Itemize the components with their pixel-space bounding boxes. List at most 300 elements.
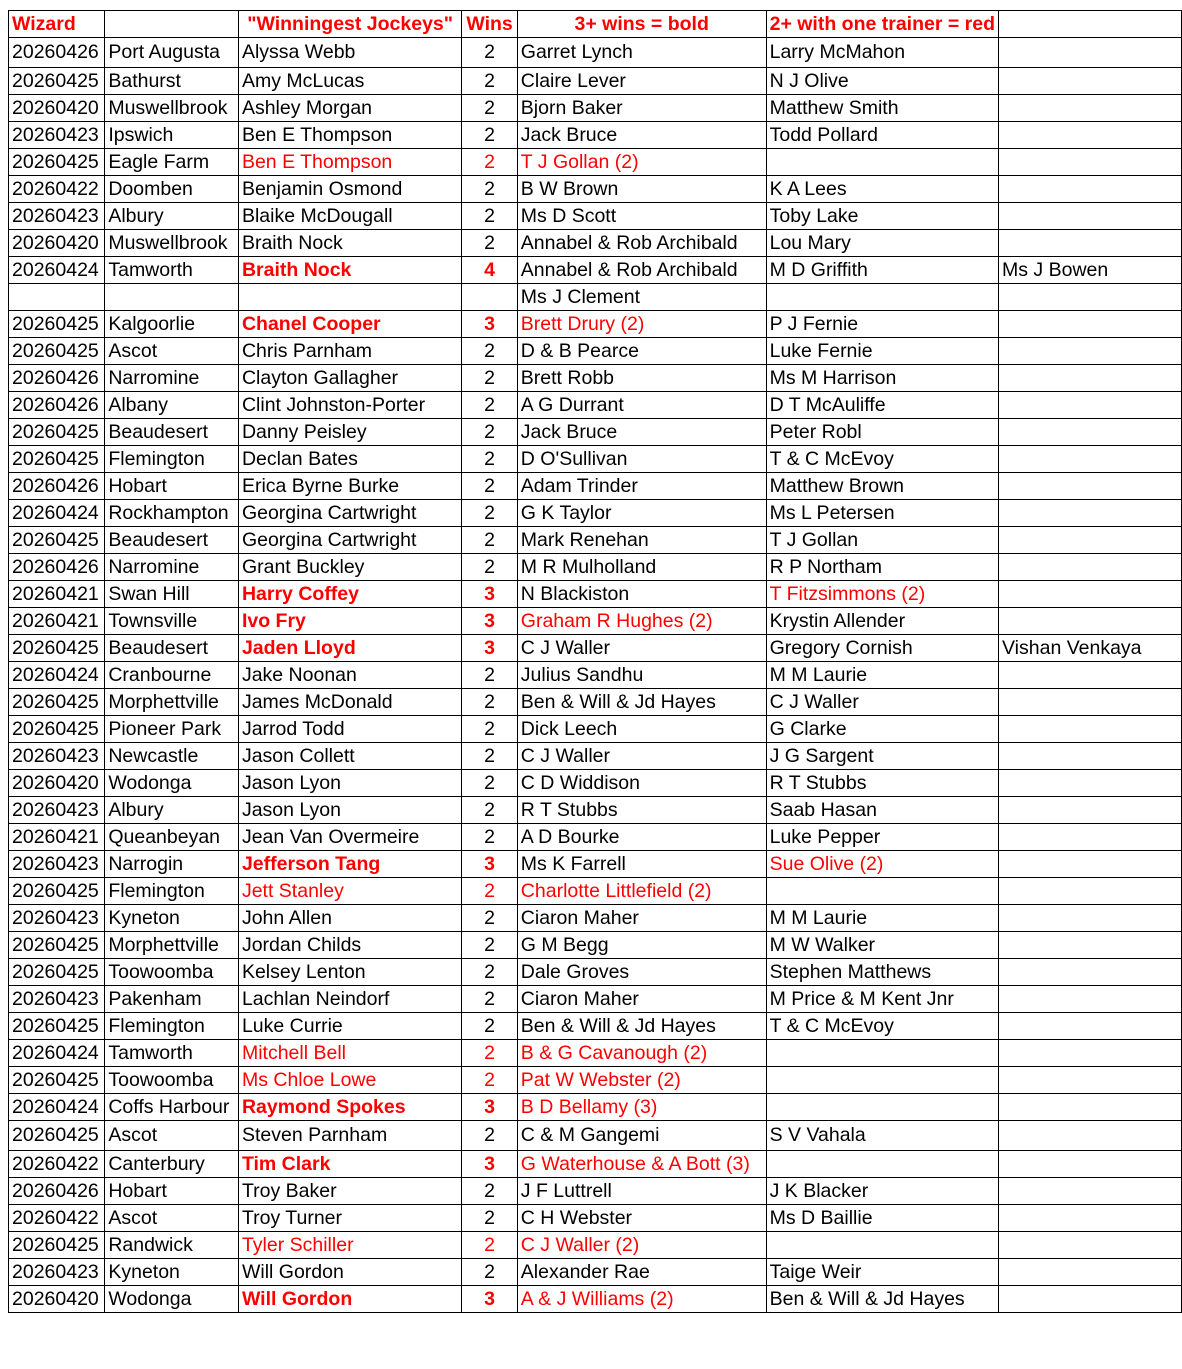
trainer-3-cell[interactable] [999, 446, 1182, 473]
track-cell[interactable]: Beaudesert [105, 419, 239, 446]
track-cell[interactable]: Rockhampton [105, 500, 239, 527]
jockey-cell[interactable]: Georgina Cartwright [238, 527, 461, 554]
wins-cell[interactable]: 2 [462, 1067, 517, 1094]
trainer-2-cell[interactable]: Luke Pepper [766, 824, 998, 851]
trainer-1-cell[interactable]: Annabel & Rob Archibald [517, 230, 766, 257]
date-cell[interactable]: 20260423 [9, 797, 105, 824]
jockey-cell[interactable]: Braith Nock [238, 230, 461, 257]
track-cell[interactable]: Ipswich [105, 122, 239, 149]
track-cell[interactable]: Cranbourne [105, 662, 239, 689]
trainer-2-cell[interactable]: Luke Fernie [766, 338, 998, 365]
trainer-1-cell[interactable]: G Waterhouse & A Bott (3) [517, 1151, 766, 1178]
wins-cell[interactable]: 3 [462, 311, 517, 338]
wins-cell[interactable]: 2 [462, 1205, 517, 1232]
trainer-2-cell[interactable]: Ms D Baillie [766, 1205, 998, 1232]
wins-cell[interactable]: 3 [462, 851, 517, 878]
track-cell[interactable]: Ascot [105, 1205, 239, 1232]
date-cell[interactable]: 20260425 [9, 338, 105, 365]
trainer-3-cell[interactable] [999, 1151, 1182, 1178]
trainer-2-cell[interactable]: Lou Mary [766, 230, 998, 257]
date-cell[interactable]: 20260425 [9, 1013, 105, 1040]
trainer-2-cell[interactable] [766, 1067, 998, 1094]
date-cell[interactable]: 20260422 [9, 1151, 105, 1178]
jockey-cell[interactable]: Jordan Childs [238, 932, 461, 959]
trainer-1-cell[interactable]: C D Widdison [517, 770, 766, 797]
wins-cell[interactable]: 2 [462, 149, 517, 176]
date-cell[interactable]: 20260425 [9, 149, 105, 176]
jockey-cell[interactable]: Raymond Spokes [238, 1094, 461, 1121]
wins-cell[interactable]: 2 [462, 230, 517, 257]
track-cell[interactable]: Tamworth [105, 257, 239, 284]
jockey-cell[interactable]: Jason Collett [238, 743, 461, 770]
jockey-cell[interactable]: Jaden Lloyd [238, 635, 461, 662]
trainer-3-cell[interactable] [999, 959, 1182, 986]
wins-cell[interactable]: 2 [462, 662, 517, 689]
track-cell[interactable]: Albury [105, 797, 239, 824]
trainer-1-cell[interactable]: J F Luttrell [517, 1178, 766, 1205]
wins-cell[interactable]: 2 [462, 38, 517, 68]
trainer-3-cell[interactable] [999, 608, 1182, 635]
trainer-3-cell[interactable] [999, 797, 1182, 824]
trainer-1-cell[interactable]: B D Bellamy (3) [517, 1094, 766, 1121]
wins-cell[interactable]: 2 [462, 95, 517, 122]
trainer-1-cell[interactable]: Charlotte Littlefield (2) [517, 878, 766, 905]
trainer-1-cell[interactable]: G M Begg [517, 932, 766, 959]
trainer-1-cell[interactable]: A G Durrant [517, 392, 766, 419]
trainer-2-cell[interactable]: M M Laurie [766, 905, 998, 932]
wins-cell[interactable] [462, 284, 517, 311]
trainer-2-cell[interactable]: S V Vahala [766, 1121, 998, 1151]
trainer-3-cell[interactable]: Vishan Venkaya [999, 635, 1182, 662]
track-cell[interactable]: Morphettville [105, 689, 239, 716]
trainer-1-cell[interactable]: A & J Williams (2) [517, 1286, 766, 1313]
trainer-2-cell[interactable]: T & C McEvoy [766, 446, 998, 473]
trainer-3-cell[interactable] [999, 1286, 1182, 1313]
date-cell[interactable]: 20260424 [9, 257, 105, 284]
trainer-2-cell[interactable]: Sue Olive (2) [766, 851, 998, 878]
track-cell[interactable]: Port Augusta [105, 38, 239, 68]
trainer-3-cell[interactable] [999, 743, 1182, 770]
jockey-cell[interactable]: Troy Turner [238, 1205, 461, 1232]
track-cell[interactable]: Ascot [105, 338, 239, 365]
track-cell[interactable]: Muswellbrook [105, 230, 239, 257]
wins-cell[interactable]: 2 [462, 824, 517, 851]
trainer-2-cell[interactable]: Matthew Smith [766, 95, 998, 122]
date-cell[interactable]: 20260425 [9, 311, 105, 338]
trainer-1-cell[interactable]: Julius Sandhu [517, 662, 766, 689]
trainer-3-cell[interactable]: Ms J Bowen [999, 257, 1182, 284]
date-cell[interactable]: 20260426 [9, 365, 105, 392]
track-cell[interactable]: Flemington [105, 446, 239, 473]
trainer-2-cell[interactable]: N J Olive [766, 68, 998, 95]
track-cell[interactable]: Narromine [105, 554, 239, 581]
trainer-2-cell[interactable]: Larry McMahon [766, 38, 998, 68]
date-cell[interactable]: 20260420 [9, 230, 105, 257]
trainer-1-cell[interactable]: Dick Leech [517, 716, 766, 743]
jockey-cell[interactable]: Tyler Schiller [238, 1232, 461, 1259]
trainer-3-cell[interactable] [999, 905, 1182, 932]
track-cell[interactable]: Hobart [105, 1178, 239, 1205]
header-red-rule[interactable]: 2+ with one trainer = red [766, 11, 998, 38]
date-cell[interactable] [9, 284, 105, 311]
jockey-cell[interactable]: Clayton Gallagher [238, 365, 461, 392]
wins-cell[interactable]: 2 [462, 986, 517, 1013]
wins-cell[interactable]: 2 [462, 1013, 517, 1040]
jockey-cell[interactable]: Georgina Cartwright [238, 500, 461, 527]
track-cell[interactable]: Narrogin [105, 851, 239, 878]
date-cell[interactable]: 20260423 [9, 122, 105, 149]
trainer-2-cell[interactable]: Ms L Petersen [766, 500, 998, 527]
track-cell[interactable]: Eagle Farm [105, 149, 239, 176]
trainer-3-cell[interactable] [999, 1232, 1182, 1259]
wins-cell[interactable]: 2 [462, 878, 517, 905]
trainer-1-cell[interactable]: Garret Lynch [517, 38, 766, 68]
track-cell[interactable]: Wodonga [105, 1286, 239, 1313]
trainer-1-cell[interactable]: Ben & Will & Jd Hayes [517, 1013, 766, 1040]
track-cell[interactable]: Coffs Harbour [105, 1094, 239, 1121]
date-cell[interactable]: 20260425 [9, 419, 105, 446]
jockey-cell[interactable]: John Allen [238, 905, 461, 932]
wins-cell[interactable]: 2 [462, 1232, 517, 1259]
trainer-1-cell[interactable]: Mark Renehan [517, 527, 766, 554]
track-cell[interactable]: Bathurst [105, 68, 239, 95]
trainer-1-cell[interactable]: Pat W Webster (2) [517, 1067, 766, 1094]
track-cell[interactable]: Randwick [105, 1232, 239, 1259]
trainer-1-cell[interactable]: Ciaron Maher [517, 905, 766, 932]
jockey-cell[interactable]: Troy Baker [238, 1178, 461, 1205]
trainer-2-cell[interactable]: M M Laurie [766, 662, 998, 689]
trainer-1-cell[interactable]: Claire Lever [517, 68, 766, 95]
track-cell[interactable]: Ascot [105, 1121, 239, 1151]
trainer-3-cell[interactable] [999, 527, 1182, 554]
trainer-3-cell[interactable] [999, 392, 1182, 419]
jockey-cell[interactable]: Harry Coffey [238, 581, 461, 608]
track-cell[interactable]: Flemington [105, 1013, 239, 1040]
trainer-3-cell[interactable] [999, 176, 1182, 203]
track-cell[interactable]: Narromine [105, 365, 239, 392]
jockey-cell[interactable]: Jefferson Tang [238, 851, 461, 878]
trainer-3-cell[interactable] [999, 473, 1182, 500]
track-cell[interactable]: Townsville [105, 608, 239, 635]
trainer-2-cell[interactable] [766, 878, 998, 905]
trainer-2-cell[interactable]: Todd Pollard [766, 122, 998, 149]
wins-cell[interactable]: 3 [462, 635, 517, 662]
track-cell[interactable]: Toowoomba [105, 959, 239, 986]
trainer-2-cell[interactable]: M Price & M Kent Jnr [766, 986, 998, 1013]
trainer-3-cell[interactable] [999, 230, 1182, 257]
jockey-cell[interactable]: Clint Johnston-Porter [238, 392, 461, 419]
trainer-3-cell[interactable] [999, 419, 1182, 446]
wins-cell[interactable]: 2 [462, 932, 517, 959]
trainer-2-cell[interactable] [766, 149, 998, 176]
trainer-2-cell[interactable] [766, 1232, 998, 1259]
trainer-2-cell[interactable]: R P Northam [766, 554, 998, 581]
date-cell[interactable]: 20260421 [9, 824, 105, 851]
trainer-3-cell[interactable] [999, 581, 1182, 608]
trainer-3-cell[interactable] [999, 932, 1182, 959]
wins-cell[interactable]: 3 [462, 1151, 517, 1178]
jockey-cell[interactable]: Jett Stanley [238, 878, 461, 905]
jockey-cell[interactable]: Ms Chloe Lowe [238, 1067, 461, 1094]
jockey-cell[interactable]: Tim Clark [238, 1151, 461, 1178]
trainer-3-cell[interactable] [999, 68, 1182, 95]
trainer-2-cell[interactable]: T & C McEvoy [766, 1013, 998, 1040]
trainer-2-cell[interactable]: Ms M Harrison [766, 365, 998, 392]
date-cell[interactable]: 20260421 [9, 581, 105, 608]
wins-cell[interactable]: 3 [462, 581, 517, 608]
trainer-3-cell[interactable] [999, 203, 1182, 230]
trainer-1-cell[interactable]: Alexander Rae [517, 1259, 766, 1286]
wins-cell[interactable]: 2 [462, 905, 517, 932]
trainer-1-cell[interactable]: Adam Trinder [517, 473, 766, 500]
wins-cell[interactable]: 2 [462, 1178, 517, 1205]
track-cell[interactable]: Swan Hill [105, 581, 239, 608]
date-cell[interactable]: 20260425 [9, 68, 105, 95]
trainer-1-cell[interactable]: C J Waller [517, 743, 766, 770]
trainer-3-cell[interactable] [999, 95, 1182, 122]
trainer-3-cell[interactable] [999, 824, 1182, 851]
trainer-3-cell[interactable] [999, 1205, 1182, 1232]
trainer-1-cell[interactable]: Bjorn Baker [517, 95, 766, 122]
jockey-cell[interactable]: Danny Peisley [238, 419, 461, 446]
wins-cell[interactable]: 2 [462, 1121, 517, 1151]
wins-cell[interactable]: 2 [462, 959, 517, 986]
wins-cell[interactable]: 2 [462, 203, 517, 230]
trainer-1-cell[interactable]: N Blackiston [517, 581, 766, 608]
trainer-1-cell[interactable]: Annabel & Rob Archibald [517, 257, 766, 284]
track-cell[interactable]: Beaudesert [105, 527, 239, 554]
wins-cell[interactable]: 2 [462, 176, 517, 203]
jockey-cell[interactable]: Chris Parnham [238, 338, 461, 365]
jockey-cell[interactable]: Jean Van Overmeire [238, 824, 461, 851]
jockey-cell[interactable]: Will Gordon [238, 1286, 461, 1313]
jockey-cell[interactable]: Chanel Cooper [238, 311, 461, 338]
trainer-3-cell[interactable] [999, 878, 1182, 905]
track-cell[interactable]: Kyneton [105, 1259, 239, 1286]
track-cell[interactable]: Morphettville [105, 932, 239, 959]
date-cell[interactable]: 20260425 [9, 635, 105, 662]
date-cell[interactable]: 20260426 [9, 554, 105, 581]
jockey-cell[interactable]: Erica Byrne Burke [238, 473, 461, 500]
trainer-3-cell[interactable] [999, 1121, 1182, 1151]
wins-cell[interactable]: 2 [462, 419, 517, 446]
wins-cell[interactable]: 2 [462, 1259, 517, 1286]
date-cell[interactable]: 20260420 [9, 95, 105, 122]
jockey-cell[interactable]: Declan Bates [238, 446, 461, 473]
wins-cell[interactable]: 2 [462, 689, 517, 716]
trainer-2-cell[interactable]: Stephen Matthews [766, 959, 998, 986]
wins-cell[interactable]: 3 [462, 1286, 517, 1313]
trainer-3-cell[interactable] [999, 311, 1182, 338]
trainer-1-cell[interactable]: Brett Robb [517, 365, 766, 392]
track-cell[interactable]: Flemington [105, 878, 239, 905]
trainer-2-cell[interactable]: Saab Hasan [766, 797, 998, 824]
header-extra[interactable] [999, 11, 1182, 38]
jockey-cell[interactable]: Luke Currie [238, 1013, 461, 1040]
date-cell[interactable]: 20260425 [9, 446, 105, 473]
jockey-cell[interactable]: Alyssa Webb [238, 38, 461, 68]
trainer-2-cell[interactable]: Gregory Cornish [766, 635, 998, 662]
header-wins[interactable]: Wins [462, 11, 517, 38]
trainer-3-cell[interactable] [999, 1094, 1182, 1121]
track-cell[interactable]: Newcastle [105, 743, 239, 770]
trainer-2-cell[interactable]: C J Waller [766, 689, 998, 716]
wins-cell[interactable]: 2 [462, 500, 517, 527]
track-cell[interactable]: Tamworth [105, 1040, 239, 1067]
trainer-1-cell[interactable]: Jack Bruce [517, 419, 766, 446]
date-cell[interactable]: 20260425 [9, 689, 105, 716]
date-cell[interactable]: 20260426 [9, 473, 105, 500]
date-cell[interactable]: 20260420 [9, 770, 105, 797]
trainer-2-cell[interactable] [766, 1151, 998, 1178]
trainer-1-cell[interactable]: Ciaron Maher [517, 986, 766, 1013]
trainer-2-cell[interactable]: Peter Robl [766, 419, 998, 446]
trainer-1-cell[interactable]: G K Taylor [517, 500, 766, 527]
date-cell[interactable]: 20260425 [9, 932, 105, 959]
trainer-1-cell[interactable]: Ms J Clement [517, 284, 766, 311]
jockey-cell[interactable] [238, 284, 461, 311]
trainer-3-cell[interactable] [999, 554, 1182, 581]
track-cell[interactable]: Pioneer Park [105, 716, 239, 743]
date-cell[interactable]: 20260425 [9, 1067, 105, 1094]
track-cell[interactable]: Canterbury [105, 1151, 239, 1178]
trainer-2-cell[interactable]: J G Sargent [766, 743, 998, 770]
trainer-2-cell[interactable] [766, 1040, 998, 1067]
trainer-1-cell[interactable]: Ms K Farrell [517, 851, 766, 878]
track-cell[interactable]: Wodonga [105, 770, 239, 797]
trainer-3-cell[interactable] [999, 38, 1182, 68]
track-cell[interactable]: Doomben [105, 176, 239, 203]
wins-cell[interactable]: 2 [462, 1040, 517, 1067]
trainer-2-cell[interactable]: K A Lees [766, 176, 998, 203]
wins-cell[interactable]: 2 [462, 446, 517, 473]
jockey-cell[interactable]: Ben E Thompson [238, 149, 461, 176]
date-cell[interactable]: 20260426 [9, 1178, 105, 1205]
trainer-1-cell[interactable]: D O'Sullivan [517, 446, 766, 473]
date-cell[interactable]: 20260423 [9, 1259, 105, 1286]
header-bold-rule[interactable]: 3+ wins = bold [517, 11, 766, 38]
trainer-3-cell[interactable] [999, 122, 1182, 149]
header-wizard[interactable]: Wizard [9, 11, 105, 38]
date-cell[interactable]: 20260425 [9, 1121, 105, 1151]
trainer-1-cell[interactable]: B & G Cavanough (2) [517, 1040, 766, 1067]
date-cell[interactable]: 20260422 [9, 1205, 105, 1232]
trainer-3-cell[interactable] [999, 284, 1182, 311]
trainer-1-cell[interactable]: T J Gollan (2) [517, 149, 766, 176]
date-cell[interactable]: 20260420 [9, 1286, 105, 1313]
date-cell[interactable]: 20260423 [9, 905, 105, 932]
date-cell[interactable]: 20260421 [9, 608, 105, 635]
trainer-2-cell[interactable]: J K Blacker [766, 1178, 998, 1205]
trainer-2-cell[interactable]: T J Gollan [766, 527, 998, 554]
date-cell[interactable]: 20260424 [9, 500, 105, 527]
date-cell[interactable]: 20260425 [9, 959, 105, 986]
wins-cell[interactable]: 2 [462, 68, 517, 95]
jockey-cell[interactable]: Will Gordon [238, 1259, 461, 1286]
date-cell[interactable]: 20260425 [9, 527, 105, 554]
jockey-cell[interactable]: Jake Noonan [238, 662, 461, 689]
track-cell[interactable]: Queanbeyan [105, 824, 239, 851]
trainer-1-cell[interactable]: C J Waller (2) [517, 1232, 766, 1259]
track-cell[interactable]: Kyneton [105, 905, 239, 932]
date-cell[interactable]: 20260424 [9, 1094, 105, 1121]
track-cell[interactable]: Beaudesert [105, 635, 239, 662]
trainer-2-cell[interactable]: T Fitzsimmons (2) [766, 581, 998, 608]
jockey-cell[interactable]: Steven Parnham [238, 1121, 461, 1151]
trainer-2-cell[interactable]: Krystin Allender [766, 608, 998, 635]
trainer-3-cell[interactable] [999, 1259, 1182, 1286]
wins-cell[interactable]: 2 [462, 797, 517, 824]
trainer-1-cell[interactable]: C & M Gangemi [517, 1121, 766, 1151]
trainer-3-cell[interactable] [999, 986, 1182, 1013]
trainer-2-cell[interactable] [766, 284, 998, 311]
trainer-2-cell[interactable]: Taige Weir [766, 1259, 998, 1286]
trainer-1-cell[interactable]: C H Webster [517, 1205, 766, 1232]
wins-cell[interactable]: 2 [462, 392, 517, 419]
jockey-cell[interactable]: Jarrod Todd [238, 716, 461, 743]
trainer-1-cell[interactable]: Ms D Scott [517, 203, 766, 230]
date-cell[interactable]: 20260426 [9, 392, 105, 419]
date-cell[interactable]: 20260422 [9, 176, 105, 203]
jockey-cell[interactable]: Jason Lyon [238, 797, 461, 824]
wins-cell[interactable]: 2 [462, 770, 517, 797]
jockey-cell[interactable]: Ivo Fry [238, 608, 461, 635]
date-cell[interactable]: 20260426 [9, 38, 105, 68]
date-cell[interactable]: 20260425 [9, 878, 105, 905]
trainer-2-cell[interactable] [766, 1094, 998, 1121]
date-cell[interactable]: 20260423 [9, 986, 105, 1013]
date-cell[interactable]: 20260423 [9, 203, 105, 230]
wins-cell[interactable]: 2 [462, 122, 517, 149]
jockey-cell[interactable]: Ashley Morgan [238, 95, 461, 122]
jockey-cell[interactable]: Ben E Thompson [238, 122, 461, 149]
trainer-1-cell[interactable]: Jack Bruce [517, 122, 766, 149]
trainer-3-cell[interactable] [999, 689, 1182, 716]
trainer-1-cell[interactable]: D & B Pearce [517, 338, 766, 365]
trainer-3-cell[interactable] [999, 500, 1182, 527]
track-cell[interactable]: Muswellbrook [105, 95, 239, 122]
trainer-2-cell[interactable]: M D Griffith [766, 257, 998, 284]
wins-cell[interactable]: 4 [462, 257, 517, 284]
wins-cell[interactable]: 2 [462, 554, 517, 581]
trainer-1-cell[interactable]: B W Brown [517, 176, 766, 203]
date-cell[interactable]: 20260423 [9, 743, 105, 770]
track-cell[interactable]: Albury [105, 203, 239, 230]
trainer-1-cell[interactable]: Dale Groves [517, 959, 766, 986]
jockey-cell[interactable]: James McDonald [238, 689, 461, 716]
trainer-1-cell[interactable]: Brett Drury (2) [517, 311, 766, 338]
trainer-3-cell[interactable] [999, 662, 1182, 689]
wins-cell[interactable]: 2 [462, 338, 517, 365]
trainer-3-cell[interactable] [999, 716, 1182, 743]
wins-cell[interactable]: 2 [462, 473, 517, 500]
trainer-1-cell[interactable]: R T Stubbs [517, 797, 766, 824]
trainer-3-cell[interactable] [999, 851, 1182, 878]
wins-cell[interactable]: 3 [462, 1094, 517, 1121]
jockey-cell[interactable]: Benjamin Osmond [238, 176, 461, 203]
jockey-cell[interactable]: Kelsey Lenton [238, 959, 461, 986]
trainer-2-cell[interactable]: D T McAuliffe [766, 392, 998, 419]
trainer-2-cell[interactable]: Ben & Will & Jd Hayes [766, 1286, 998, 1313]
jockey-cell[interactable]: Grant Buckley [238, 554, 461, 581]
track-cell[interactable] [105, 284, 239, 311]
header-track[interactable] [105, 11, 239, 38]
trainer-2-cell[interactable]: Toby Lake [766, 203, 998, 230]
track-cell[interactable]: Kalgoorlie [105, 311, 239, 338]
trainer-2-cell[interactable]: M W Walker [766, 932, 998, 959]
jockey-cell[interactable]: Braith Nock [238, 257, 461, 284]
track-cell[interactable]: Toowoomba [105, 1067, 239, 1094]
